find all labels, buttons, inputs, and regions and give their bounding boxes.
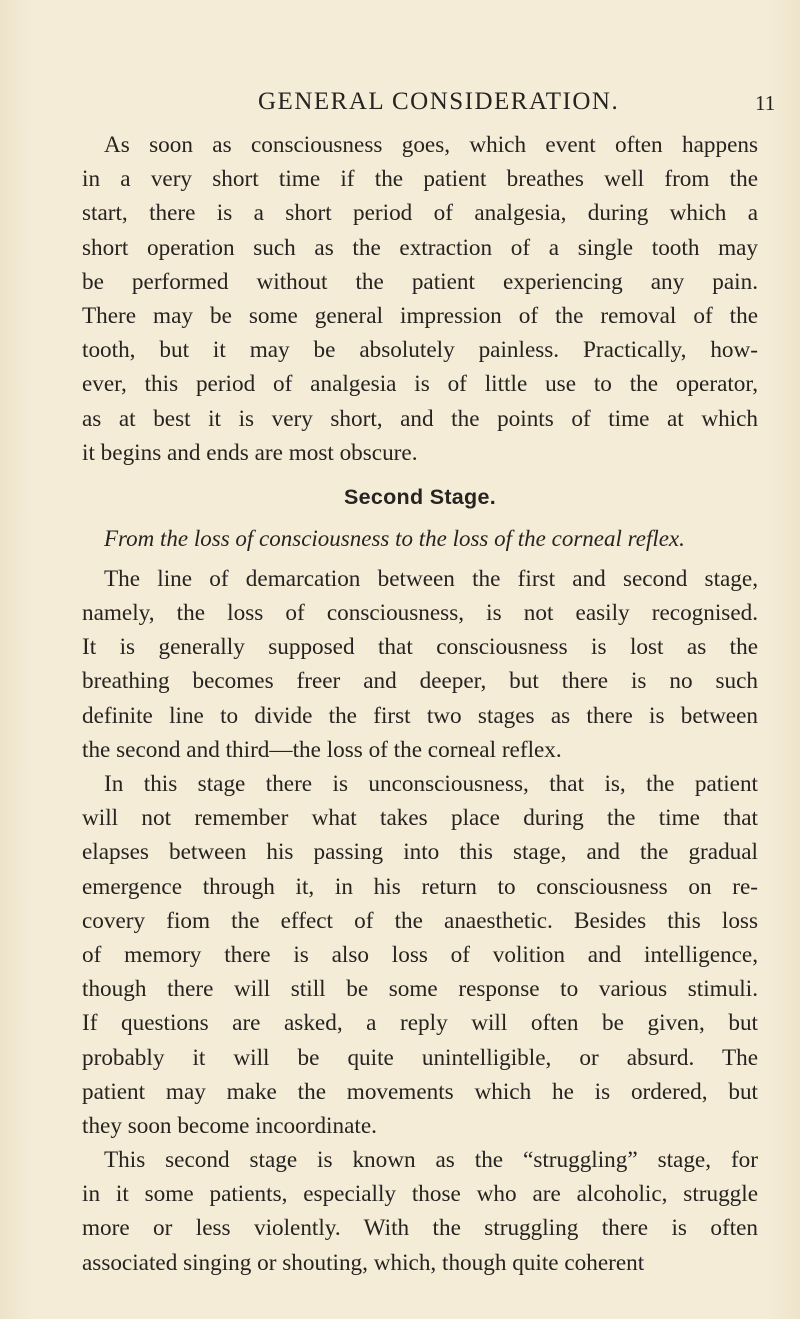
text-line: start, there is a short period of analgesia, during which a <box>82 200 758 227</box>
text-line: The line of demarcation between the first and second stage, <box>104 565 758 592</box>
text-line: will not remember what takes place during the time that <box>82 805 758 832</box>
text-line: it begins and ends are most obscure. <box>82 439 418 466</box>
running-head <box>0 88 800 118</box>
text-line: breathing becomes freer and deeper, but there is no such <box>82 668 758 695</box>
section-heading: Second Stage. <box>343 484 497 509</box>
text-line: short operation such as the extraction of a single tooth may <box>82 234 758 261</box>
text-line: they soon become incoordinate. <box>82 1112 377 1139</box>
text-line: elapses between his passing into this stage, and the gradual <box>82 839 758 866</box>
text-line: definite line to divide the first two stages as there is between <box>82 702 758 729</box>
text-line: emergence through it, in his return to consciousness on re- <box>82 873 758 900</box>
paragraph <box>82 562 758 767</box>
text-line: If questions are asked, a reply will often be given, but <box>82 1010 758 1037</box>
section-paragraphs <box>82 562 758 1280</box>
paragraph <box>82 128 758 470</box>
text-line: though there will still be some response to various stimuli. <box>82 976 758 1003</box>
page-number: 11 <box>755 91 776 115</box>
section-subheading: From the loss of consciousness to the loss of the corneal reflex. <box>104 525 685 551</box>
text-line: covery fiom the effect of the anaesthetic. Besides this loss <box>82 907 758 934</box>
text-line: probably it will be quite unintelligible, or absurd. The <box>82 1044 758 1071</box>
text-line: in a very short time if the patient breathes well from the <box>82 166 758 193</box>
text-line: in it some patients, especially those who are alcoholic, struggle <box>82 1181 758 1208</box>
body-text <box>82 128 758 1280</box>
text-line: associated singing or shouting, which, though quite coherent <box>82 1249 645 1276</box>
paragraph <box>82 1143 758 1280</box>
text-line: the second and third—the loss of the corneal reflex. <box>82 736 562 763</box>
text-line: of memory there is also loss of volition and intelligence, <box>82 941 758 968</box>
text-line: As soon as consciousness goes, which event often happens <box>104 132 758 158</box>
text-line: as at best it is very short, and the points of time at which <box>82 405 758 432</box>
paragraph <box>82 767 758 1143</box>
text-line: It is generally supposed that consciousness is lost as the <box>82 634 758 661</box>
text-line: tooth, but it may be absolutely painless. Practically, how- <box>82 337 758 364</box>
text-line: more or less violently. With the struggling there is often <box>82 1215 758 1242</box>
text-line: ever, this period of analgesia is of little use to the operator, <box>82 371 758 398</box>
text-line: In this stage there is unconsciousness, that is, the patient <box>104 771 758 797</box>
text-line: There may be some general impression of the removal of the <box>82 302 758 329</box>
text-line: This second stage is known as the “struggling” stage, for <box>104 1147 758 1174</box>
text-line: patient may make the movements which he is ordered, but <box>82 1078 758 1105</box>
running-title: GENERAL CONSIDERATION. <box>258 88 620 115</box>
text-line: namely, the loss of consciousness, is not easily recognised. <box>82 600 758 627</box>
text-line: be performed without the patient experiencing any pain. <box>82 268 758 295</box>
